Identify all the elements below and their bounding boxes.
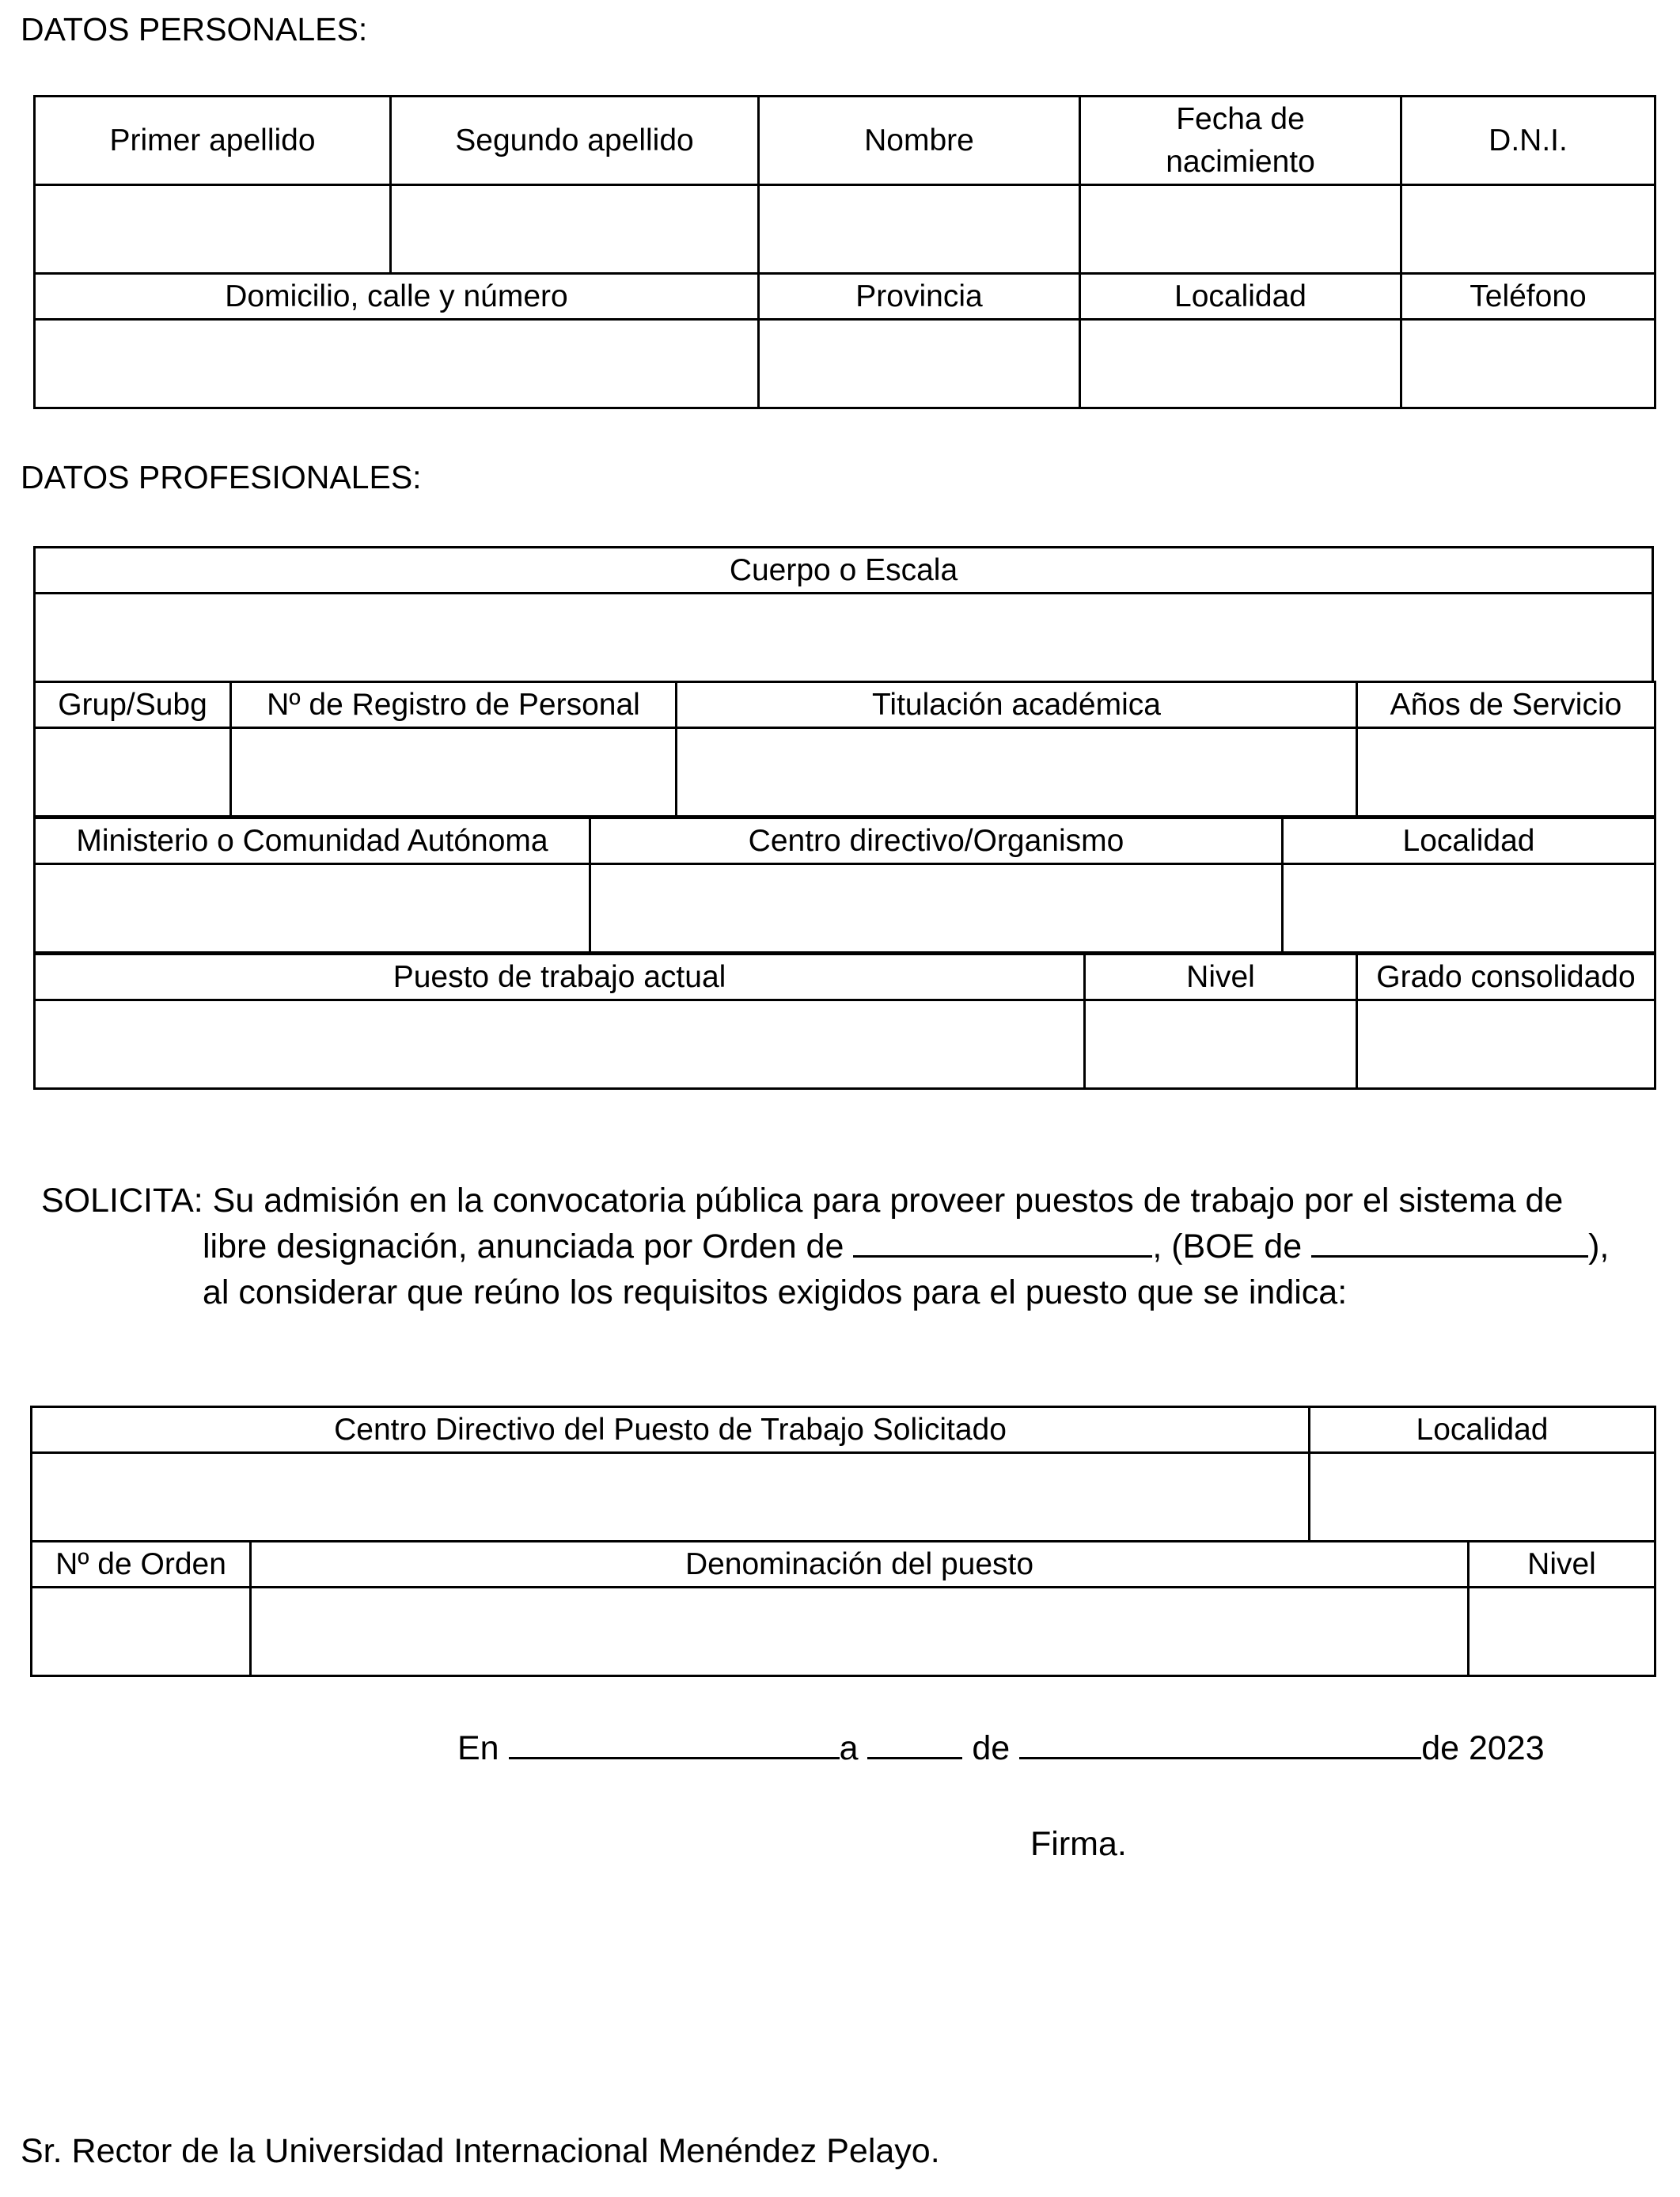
field-dni[interactable]	[1401, 185, 1655, 274]
personal-data-heading: DATOS PERSONALES:	[21, 11, 368, 47]
field-domicilio[interactable]	[35, 320, 759, 408]
header-centro-directivo: Centro directivo/Organismo	[590, 818, 1283, 864]
header-numero-orden: Nº de Orden	[32, 1542, 251, 1588]
header-localidad: Localidad	[1080, 274, 1401, 320]
header-titulacion: Titulación académica	[677, 682, 1357, 728]
field-localidad-prof[interactable]	[1283, 864, 1655, 953]
solicita-line-1	[41, 1178, 1671, 1224]
professional-registro-table	[33, 681, 1656, 818]
field-registro-personal[interactable]	[231, 728, 677, 817]
place-blank[interactable]	[509, 1725, 840, 1759]
boe-date-blank[interactable]	[1311, 1224, 1588, 1258]
field-nombre[interactable]	[759, 185, 1080, 274]
header-centro-solicitado: Centro Directivo del Puesto de Trabajo Solicitado	[32, 1407, 1310, 1453]
solicita-text-3: al considerar que reúno los requisitos exigidos para el puesto que se indica:	[203, 1273, 1348, 1311]
field-segundo-apellido[interactable]	[391, 185, 759, 274]
requested-centro-table	[30, 1406, 1656, 1542]
header-telefono: Teléfono	[1401, 274, 1655, 320]
header-grup-subg: Grup/Subg	[35, 682, 231, 728]
solicita-label: SOLICITA:	[41, 1182, 203, 1220]
date-en-label: En	[457, 1729, 499, 1767]
header-denominacion-puesto: Denominación del puesto	[251, 1542, 1469, 1588]
solicita-line-3	[41, 1269, 1671, 1315]
personal-data-table	[33, 95, 1656, 409]
header-dni: D.N.I.	[1401, 97, 1655, 185]
field-numero-orden[interactable]	[32, 1588, 251, 1676]
header-nivel-solicitado: Nivel	[1469, 1542, 1655, 1588]
header-anos-servicio: Años de Servicio	[1357, 682, 1655, 728]
header-nombre: Nombre	[759, 97, 1080, 185]
header-grado-consolidado: Grado consolidado	[1357, 954, 1655, 1000]
professional-data-heading: DATOS PROFESIONALES:	[21, 459, 422, 495]
addressee-line: Sr. Rector de la Universidad Internacional Menéndez Pelayo.	[21, 2132, 940, 2170]
header-ministerio: Ministerio o Comunidad Autónoma	[35, 818, 590, 864]
day-blank[interactable]	[867, 1725, 962, 1759]
solicita-text-1: Su admisión en la convocatoria pública para proveer puestos de trabajo por el sistema de	[212, 1182, 1564, 1220]
professional-cuerpo-table	[33, 546, 1654, 683]
header-cuerpo-escala: Cuerpo o Escala	[35, 548, 1653, 594]
header-localidad-solicitado: Localidad	[1310, 1407, 1655, 1453]
date-line	[457, 1725, 1545, 1770]
solicita-text-2c: ),	[1588, 1228, 1610, 1265]
month-blank[interactable]	[1019, 1725, 1421, 1759]
solicita-text-2b: , (BOE de	[1152, 1228, 1303, 1265]
header-domicilio: Domicilio, calle y número	[35, 274, 759, 320]
field-grup-subg[interactable]	[35, 728, 231, 817]
header-nivel-actual: Nivel	[1085, 954, 1357, 1000]
date-de-label: de	[972, 1729, 1011, 1767]
header-puesto-actual: Puesto de trabajo actual	[35, 954, 1085, 1000]
field-provincia[interactable]	[759, 320, 1080, 408]
field-anos-servicio[interactable]	[1357, 728, 1655, 817]
field-puesto-actual[interactable]	[35, 1000, 1085, 1089]
field-primer-apellido[interactable]	[35, 185, 391, 274]
field-fecha-nacimiento[interactable]	[1080, 185, 1401, 274]
field-denominacion-puesto[interactable]	[251, 1588, 1469, 1676]
date-a-label: a	[839, 1729, 859, 1767]
orden-date-blank[interactable]	[853, 1224, 1152, 1258]
signature-label: Firma.	[1030, 1825, 1127, 1863]
field-centro-directivo[interactable]	[590, 864, 1283, 953]
field-telefono[interactable]	[1401, 320, 1655, 408]
header-fecha-nacimiento: Fecha de nacimiento	[1080, 97, 1401, 185]
header-primer-apellido: Primer apellido	[35, 97, 391, 185]
header-localidad-prof: Localidad	[1283, 818, 1655, 864]
date-year-label: de 2023	[1421, 1729, 1545, 1767]
requested-puesto-table	[30, 1540, 1656, 1677]
field-localidad-solicitado[interactable]	[1310, 1453, 1655, 1542]
header-registro-personal: Nº de Registro de Personal	[231, 682, 677, 728]
solicita-line-2	[41, 1224, 1671, 1269]
solicita-paragraph	[41, 1178, 1671, 1315]
field-grado-consolidado[interactable]	[1357, 1000, 1655, 1089]
header-provincia: Provincia	[759, 274, 1080, 320]
field-titulacion[interactable]	[677, 728, 1357, 817]
solicita-text-2a: libre designación, anunciada por Orden de	[203, 1228, 844, 1265]
professional-ministerio-table	[33, 817, 1656, 954]
field-nivel-actual[interactable]	[1085, 1000, 1357, 1089]
field-nivel-solicitado[interactable]	[1469, 1588, 1655, 1676]
field-localidad[interactable]	[1080, 320, 1401, 408]
field-ministerio[interactable]	[35, 864, 590, 953]
field-cuerpo-escala[interactable]	[35, 594, 1653, 682]
header-segundo-apellido: Segundo apellido	[391, 97, 759, 185]
professional-puesto-table	[33, 953, 1656, 1090]
field-centro-solicitado[interactable]	[32, 1453, 1310, 1542]
